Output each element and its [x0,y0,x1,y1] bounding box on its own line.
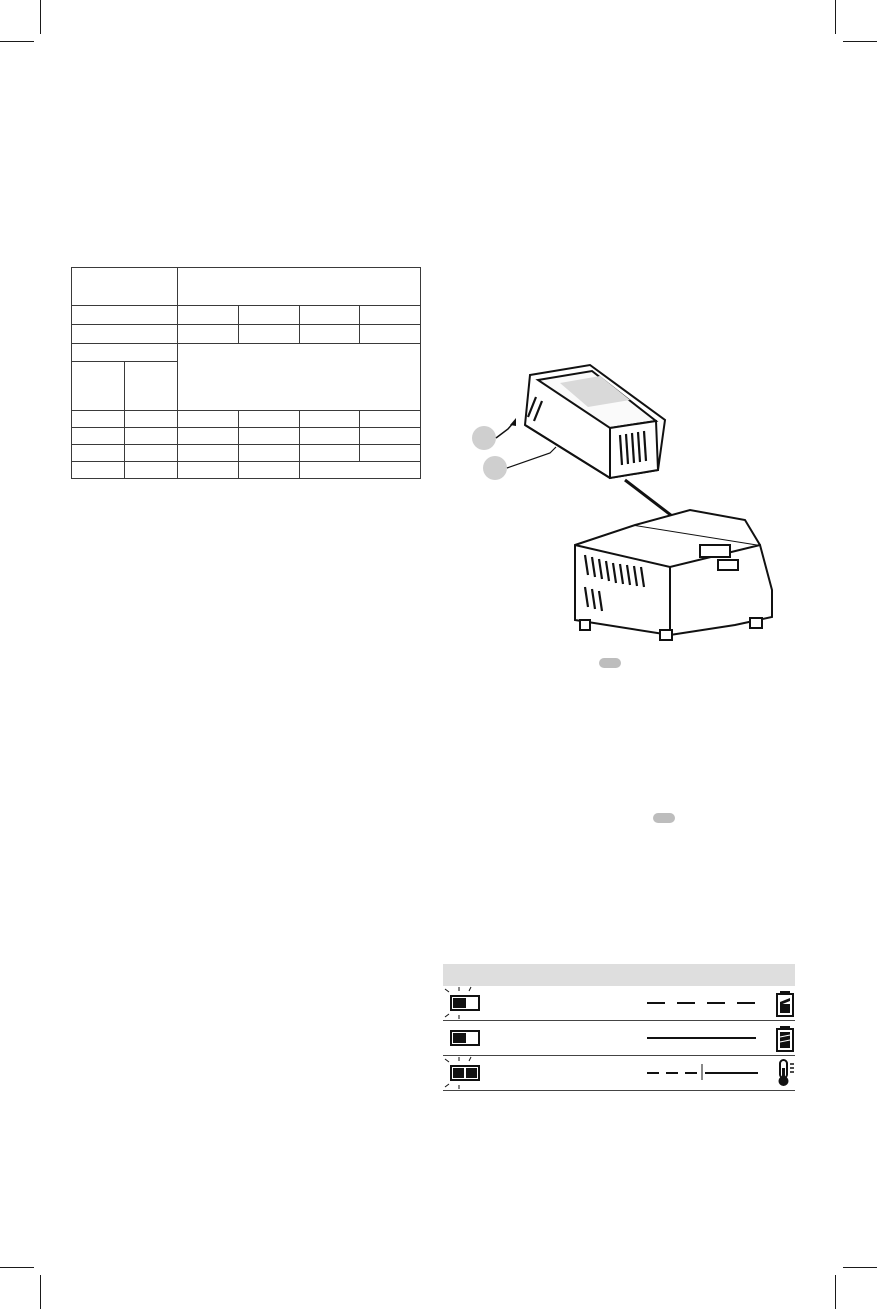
table-cell [72,362,125,411]
table-cell [300,411,360,428]
table-cell [239,428,300,445]
indicator-table-header [443,964,795,986]
table-cell [178,462,239,479]
callout-circle [472,426,496,450]
table-cell [178,325,239,344]
table-cell [72,325,178,344]
indicator-row-charged [443,1021,795,1056]
table-cell [300,428,360,445]
table-cell [72,411,125,428]
battery-charger-illustration [460,355,790,655]
thermometer-icon [779,1060,795,1086]
battery-charging-icon [777,991,793,1016]
table-cell [125,445,178,462]
battery-full-icon [777,1026,793,1051]
crop-mark [843,1267,877,1268]
table-cell [239,445,300,462]
table-cell [72,445,125,462]
charged-solid-icon [451,1031,479,1045]
table-cell [239,306,300,325]
charging-blinking-icon [445,987,479,1019]
table-cell [72,428,125,445]
table-cell [360,428,421,445]
crop-mark [835,0,836,34]
indicator-row-charging [443,986,795,1021]
indicator-table [443,964,795,1091]
indicator-row-hot-cold [443,1056,795,1091]
table-cell [300,306,360,325]
dash-then-solid-pattern [647,1064,758,1080]
table-cell [125,462,178,479]
table-cell [239,325,300,344]
spec-table [71,267,421,479]
table-cell [178,411,239,428]
table-cell [300,462,421,479]
table-cell [125,428,178,445]
table-cell [125,411,178,428]
crop-mark [0,1267,34,1268]
table-cell [178,268,421,306]
table-cell [300,445,360,462]
crop-mark [835,1275,836,1309]
battery-pack [525,365,665,478]
table-cell [72,306,178,325]
table-cell [300,325,360,344]
table-cell [239,462,300,479]
crop-mark [40,1275,41,1309]
reference-badge [599,658,621,668]
table-cell [178,344,421,411]
table-cell [178,428,239,445]
table-cell [178,306,239,325]
table-cell [360,306,421,325]
hot-cold-delay-icon [445,1057,479,1089]
table-cell [178,445,239,462]
reference-badge [653,813,675,823]
table-cell [125,362,178,411]
table-cell [360,411,421,428]
callout-circle [483,456,507,480]
crop-mark [0,41,34,42]
crop-mark [40,0,41,34]
crop-mark [843,41,877,42]
table-cell [72,344,178,362]
table-cell [239,411,300,428]
table-cell [72,268,178,306]
table-cell [360,445,421,462]
table-cell [72,462,125,479]
table-cell [360,325,421,344]
charger [575,510,772,640]
